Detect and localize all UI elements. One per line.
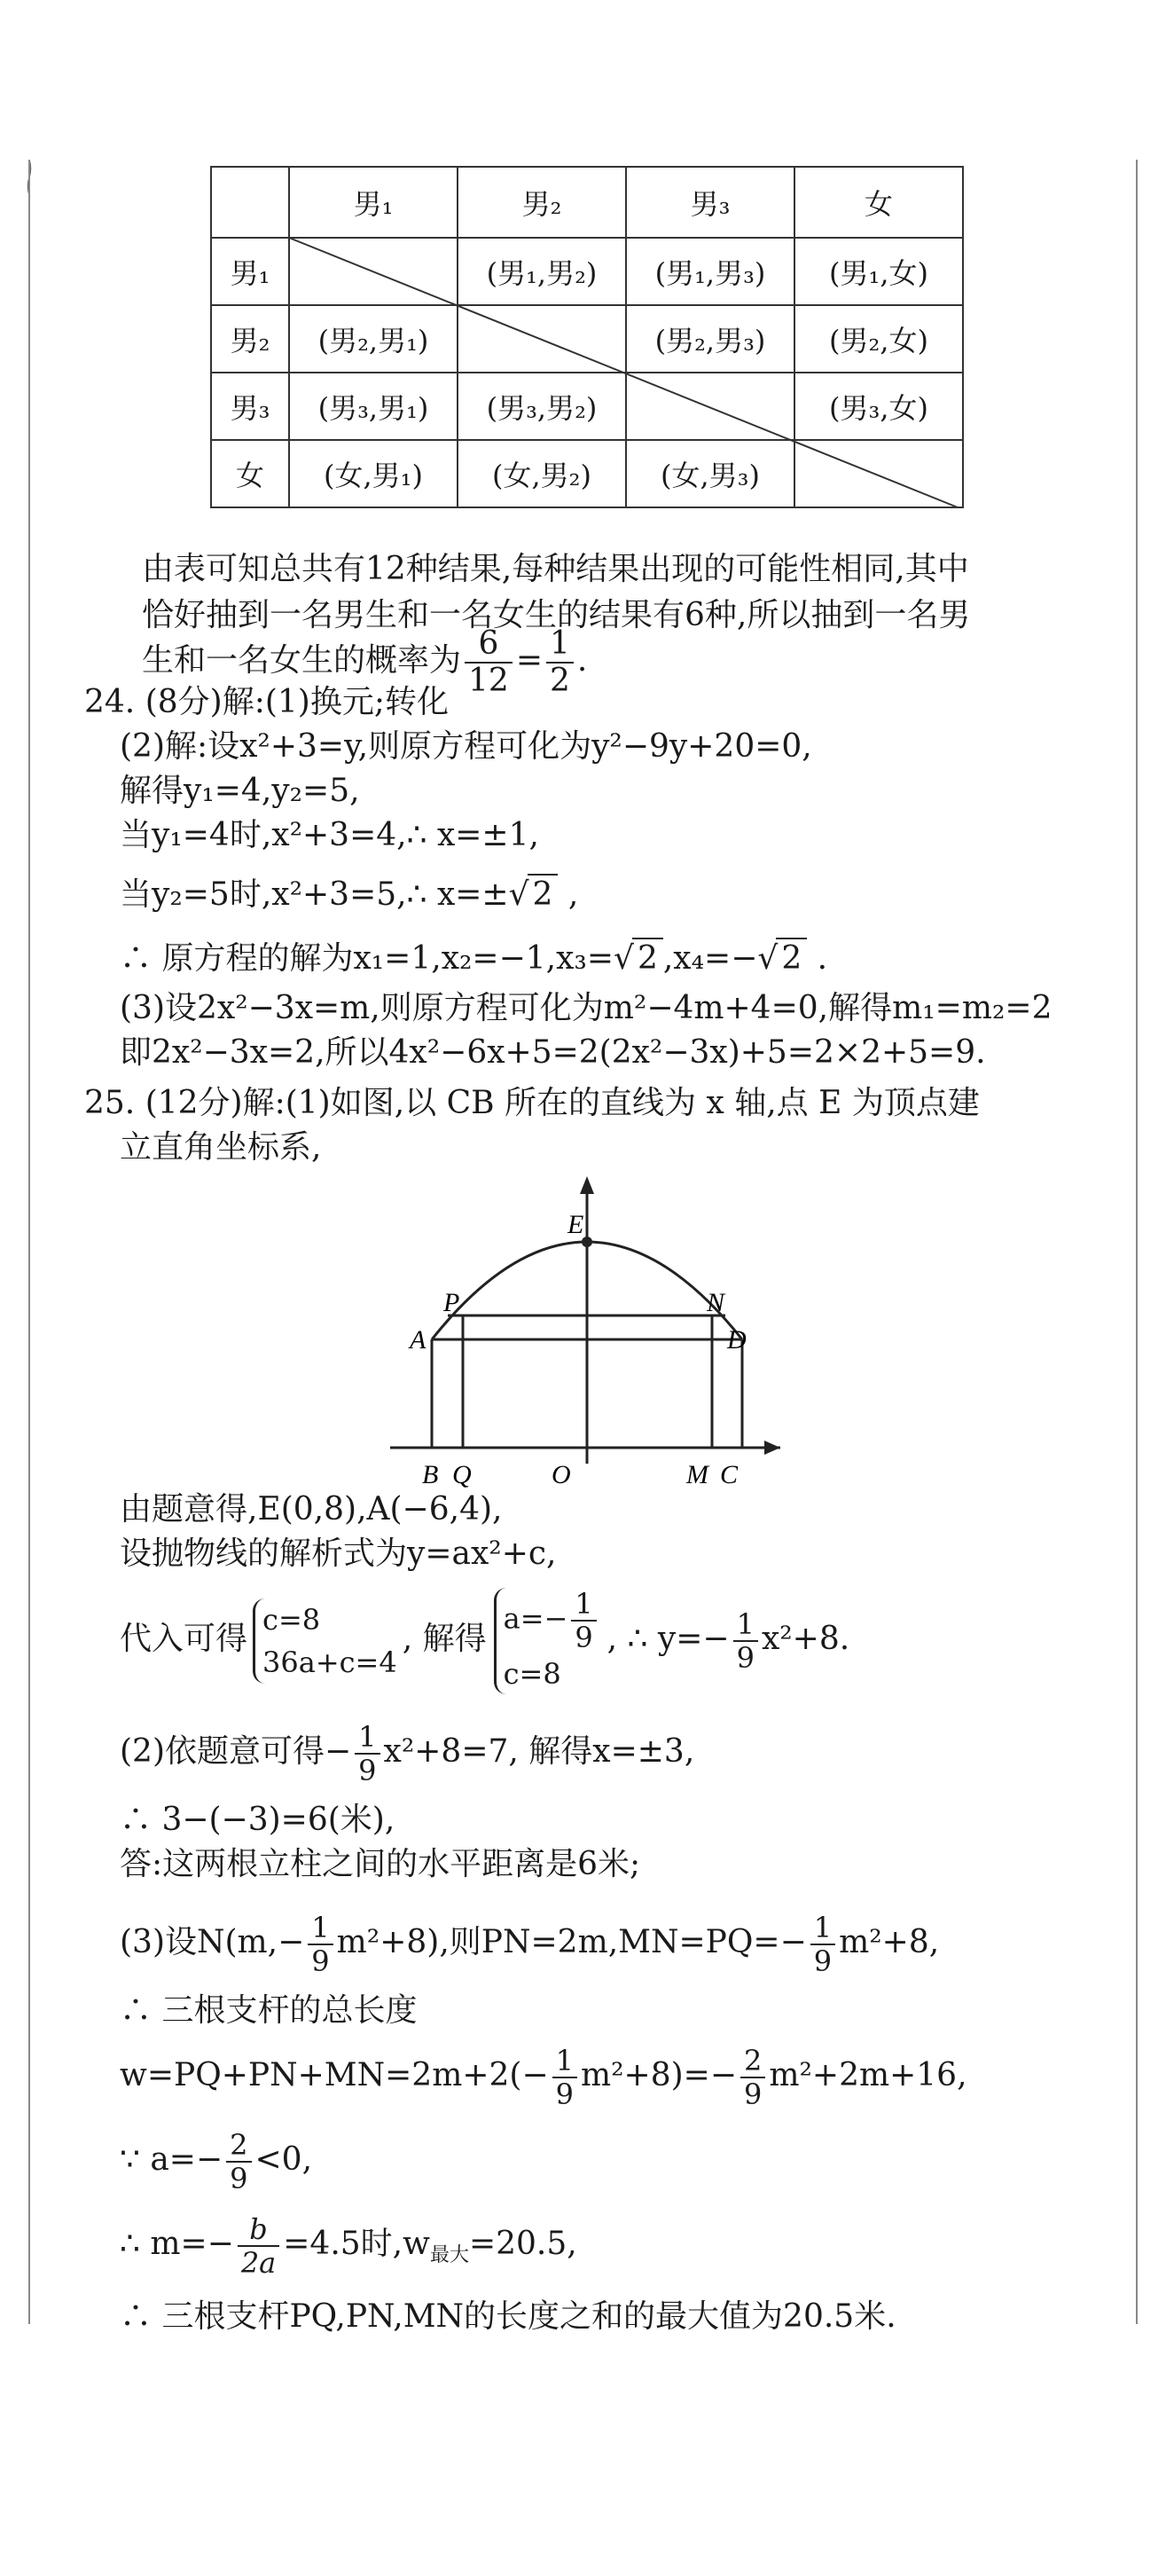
- q25-line-11: w=PQ+PN+MN=2m+2(− $\frac{1}{9}$ m²+8)=− $\frac{2}{9}$ m²+2m+16,: [120, 2044, 967, 2111]
- label-P: P: [443, 1288, 460, 1317]
- table-cell: (男₃,男₁): [289, 373, 458, 440]
- q25-heading: 25. (12分)解:(1)如图,以 CB 所在的直线为 x 轴,点 E 为顶点建: [84, 1085, 980, 1121]
- q25-substitution: 代入可得 c=8 36a+c=4 , 解得 a=− $\frac{1}{9}$ c=8 , ∴ y=− $\frac{1}{9}$ x²+8.: [120, 1588, 849, 1694]
- q24-line-4: 当y₁=4时,x²+3=4,∴ x=±1,: [120, 817, 539, 853]
- table-cell: (女,男₂): [458, 440, 626, 507]
- label-C: C: [720, 1460, 739, 1489]
- table-cell: (男₂,男₃): [626, 305, 794, 373]
- fraction: $\frac{1}{9}$: [733, 1608, 758, 1674]
- label-D: D: [727, 1325, 747, 1355]
- q24-line-5: 当y₂=5时,x²+3=5,∴ x=±√ 2 ,: [120, 874, 578, 915]
- q25-line-9: (3)设N(m,− $\frac{1}{9}$ m²+8),则PN=2m,MN=PQ=− $\frac{1}{9}$ m²+8,: [120, 1911, 940, 1978]
- q24-line-3: 解得y₁=4,y₂=5,: [120, 773, 360, 809]
- label-E: E: [567, 1210, 584, 1239]
- label-A: A: [410, 1325, 426, 1355]
- fraction: $\frac{1}{9}$: [552, 2045, 577, 2110]
- q24-line-7: (3)设2x²−3x=m,则原方程可化为m²−4m+4=0,解得m₁=m₂=2: [120, 990, 1053, 1026]
- fraction: $\frac{1}{2}$: [546, 626, 574, 699]
- q23-text: 生和一名女生的概率为: [142, 642, 462, 679]
- table-cell: (男₁,女): [794, 238, 963, 305]
- table-cell: (男₂,女): [794, 305, 963, 373]
- q25-line-2: 立直角坐标系,: [120, 1129, 322, 1166]
- fraction: $\frac{2}{9}$: [740, 2045, 765, 2110]
- label-B: B: [422, 1460, 439, 1489]
- table-header-cell: 男₃: [626, 167, 794, 238]
- label-N: N: [707, 1288, 725, 1317]
- equation-system: c=8 36a+c=4: [253, 1598, 397, 1684]
- fraction: $\frac{1}{9}$: [308, 1912, 333, 1977]
- q23-line-2: 恰好抽到一名男生和一名女生的结果有6种,所以抽到一名男: [142, 597, 971, 633]
- table-header-cell: 男₁: [289, 167, 458, 238]
- q24-line-2: (2)解:设x²+3=y,则原方程可化为y²−9y+20=0,: [120, 728, 812, 765]
- table-cell: 男₁: [211, 238, 289, 305]
- label-O: O: [552, 1460, 571, 1489]
- label-M: M: [686, 1460, 708, 1489]
- table-cell: (女,男₃): [626, 440, 794, 507]
- q25-line-8: 答:这两根立柱之间的水平距离是6米;: [120, 1846, 641, 1882]
- table-cell: (男₂,男₁): [289, 305, 458, 373]
- table-cell: (男₁,男₂): [458, 238, 626, 305]
- fraction: $\frac{b}{2a}$: [238, 2213, 279, 2279]
- table-cell: 男₂: [211, 305, 289, 373]
- table-cell: (男₁,男₃): [626, 238, 794, 305]
- q25-line-7: ∴ 3−(−3)=6(米),: [120, 1802, 395, 1838]
- table-header-cell: 女: [794, 167, 963, 238]
- fraction: $\frac{2}{9}$: [226, 2129, 251, 2195]
- q25-line-12: ∵ a=− $\frac{2}{9}$ <0,: [120, 2128, 313, 2195]
- q24-heading: 24. (8分)解:(1)换元;转化: [84, 684, 449, 720]
- q25-line-10: ∴ 三根支杆的总长度: [120, 1992, 418, 2029]
- table-cell: (男₃,男₂): [458, 373, 626, 440]
- table-cell: (男₃,女): [794, 373, 963, 440]
- table-header-cell: 男₂: [458, 167, 626, 238]
- q24-line-8: 即2x²−3x=2,所以4x²−6x+5=2(2x²−3x)+5=2×2+5=9.: [120, 1034, 986, 1071]
- q24-line-6: ∴ 原方程的解为x₁=1,x₂=−1,x₃=√ 2 ,x₄=−√ 2 .: [120, 938, 827, 978]
- q23-line-1: 由表可知总共有12种结果,每种结果出现的可能性相同,其中: [142, 551, 969, 587]
- q25-line-4: 设抛物线的解析式为y=ax²+c,: [120, 1535, 557, 1572]
- fraction: $\frac{1}{9}$: [810, 1912, 835, 1977]
- fraction: $\frac{6}{12}$: [465, 626, 513, 699]
- table-cell: (女,男₁): [289, 440, 458, 507]
- q25-line-14: ∴ 三根支杆PQ,PN,MN的长度之和的最大值为20.5米.: [120, 2298, 896, 2335]
- q25-line-13: ∴ m=− $\frac{b}{2a}$ =4.5时$,w_{最大}=20.5$,: [120, 2212, 577, 2280]
- q23-line-3: 生和一名女生的概率为 $\frac{6}{12}$ = $\frac{1}{2}$ .: [142, 625, 588, 699]
- fraction: $\frac{1}{9}$: [571, 1588, 596, 1653]
- q25-line-3: 由题意得,E(0,8),A(−6,4),: [120, 1491, 503, 1528]
- fraction: $\frac{1}{9}$: [355, 1721, 380, 1787]
- table-cell: 女: [211, 440, 289, 507]
- solution-system: a=− $\frac{1}{9}$ c=8: [494, 1588, 600, 1694]
- q25-line-6: (2)依题意可得− $\frac{1}{9}$ x²+8=7, 解得x=±3,: [120, 1720, 695, 1787]
- label-Q: Q: [452, 1460, 472, 1489]
- table-cell: 男₃: [211, 373, 289, 440]
